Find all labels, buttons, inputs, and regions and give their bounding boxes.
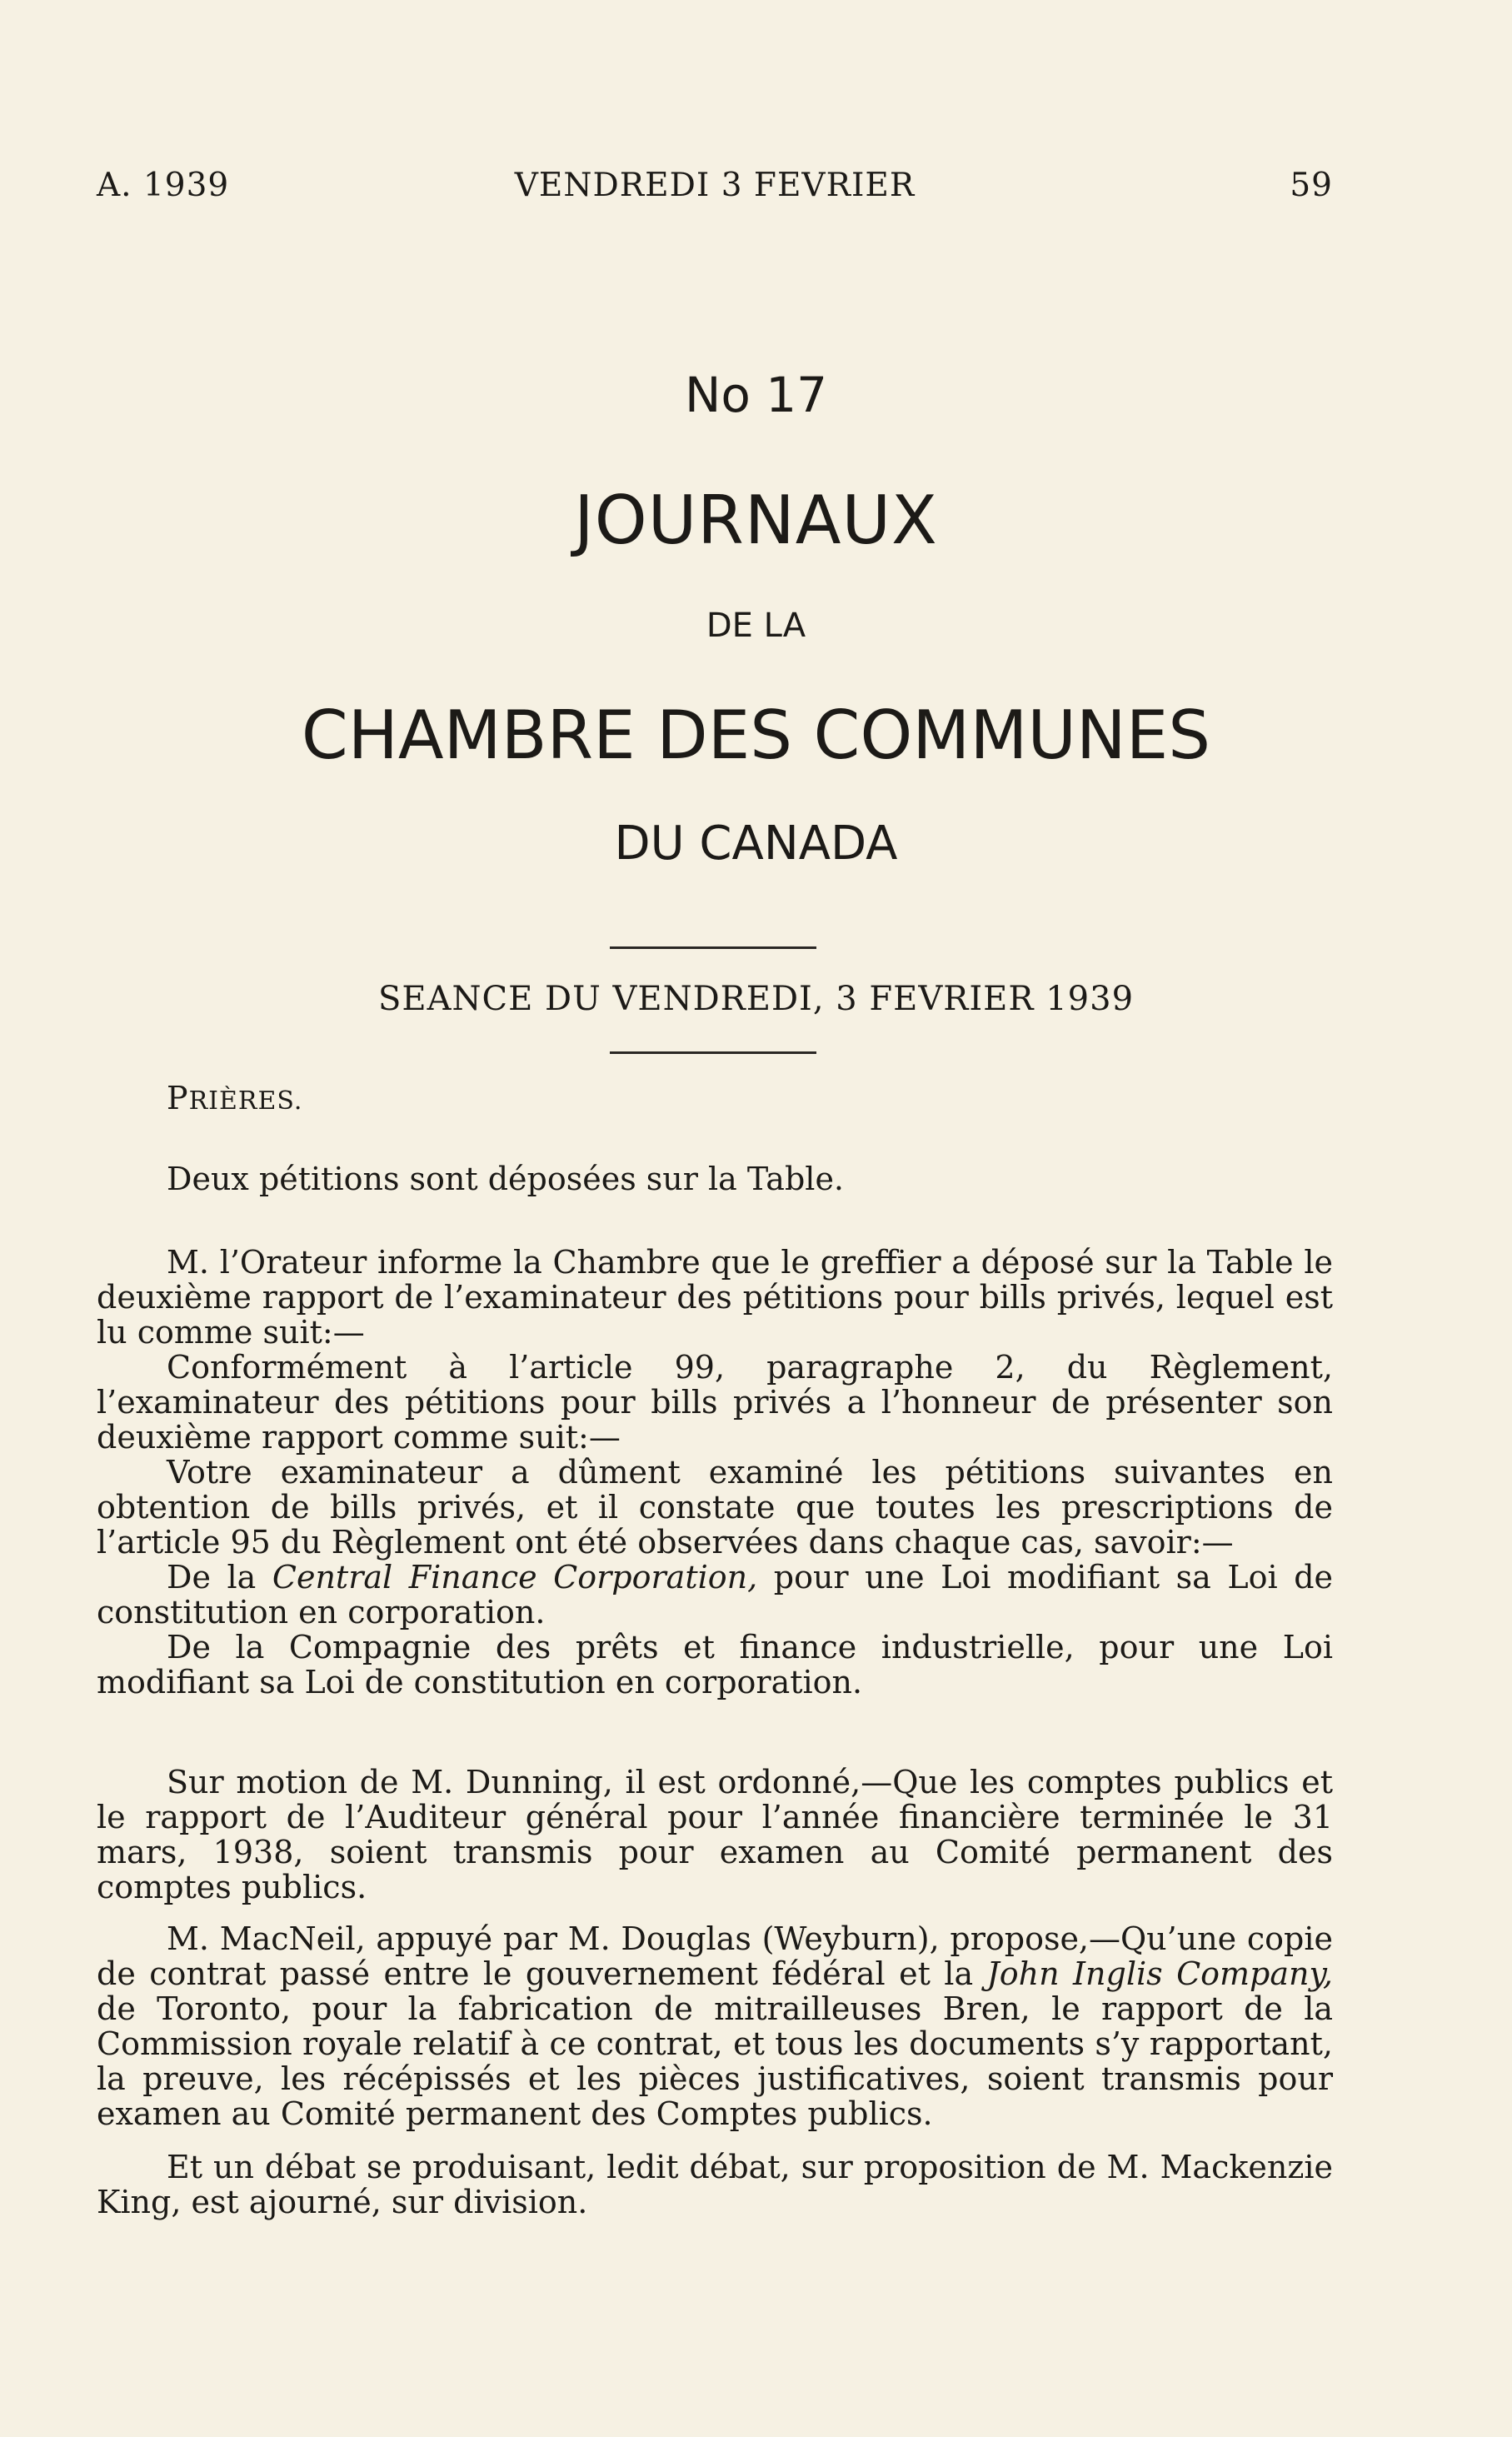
divider-top [610, 946, 816, 949]
prayers-rest: RIÈRES. [188, 1086, 303, 1116]
prayers-heading [167, 1080, 302, 1116]
section-debate [97, 2150, 1333, 2220]
section-dunning-motion [97, 1765, 1333, 1905]
macneil-prefix: M. MacNeil, appuyé par M. Douglas (Weyburn), propose,—Qu’une copie de contrat passé entre le gouvernement fédéral et la [97, 1920, 1333, 1992]
macneil-suffix: de Toronto, pour la fabrication de mitrailleuses Bren, le rapport de la Commission royale relatif à ce contrat, et tous les documents s’y rapportant, la preuve, les récépissés et les pièces justificatives, soient transmis pour examen au Comité permanent des Comptes publics. [97, 1990, 1333, 2132]
paragraph-votre-examinateur: Votre examinateur a dûment examiné les pétitions suivantes en obtention de bills privés, et il constate que toutes les prescriptions de l’article 95 du Règlement ont été observées dans chaque cas, savoir:— [97, 1454, 1333, 1561]
page-number: 59 [1290, 167, 1333, 204]
section-examiner-report [97, 1245, 1333, 1700]
central-suffix: pour une Loi modifiant sa Loi de constitution en corporation. [97, 1559, 1334, 1630]
paragraph-macneil [97, 1921, 1333, 2131]
prayers-initial: P [167, 1080, 189, 1116]
chamber-name: CHAMBRE DES COMMUNES [301, 697, 1211, 774]
country-name: DU CANADA [614, 816, 898, 871]
issue-number: No 17 [684, 367, 828, 423]
section-petitions [97, 1161, 1333, 1196]
paragraph-dunning: Sur motion de M. Dunning, il est ordonné,—Que les comptes publics et le rapport de l’Auditeur général pour l’année financière terminée le 31 mars, 1938, soient transmis pour examen au Comité permanent des comptes publics. [97, 1764, 1333, 1905]
paragraph-debat: Et un débat se produisant, ledit débat, sur proposition de M. Mackenzie King, est ajourné, sur division. [97, 2149, 1333, 2220]
title-connector: DE LA [706, 607, 806, 645]
paragraph-conformement: Conformément à l’article 99, paragraphe 2, du Règlement, l’examinateur des pétitions pour bills privés a l’honneur de présenter son deuxième rapport comme suit:— [97, 1349, 1333, 1456]
paragraph-speaker: M. l’Orateur informe la Chambre que le greffier a déposé sur la Table le deuxième rapport de l’examinateur des pétitions pour bills privés, lequel est lu comme suit:— [97, 1244, 1333, 1351]
sitting-title: SEANCE DU VENDREDI, 3 FEVRIER 1939 [377, 980, 1135, 1018]
header-date: VENDREDI 3 FEVRIER [514, 167, 916, 204]
journal-title: JOURNAUX [574, 482, 938, 559]
paragraph-central-finance [97, 1560, 1333, 1630]
central-company-name: Central Finance Corporation, [272, 1559, 758, 1596]
paragraph-compagnie: De la Compagnie des prêts et finance industrielle, pour une Loi modifiant sa Loi de constitution en corporation. [97, 1629, 1333, 1700]
central-prefix: De la [167, 1559, 272, 1596]
divider-bottom [610, 1051, 816, 1054]
section-macneil-motion [97, 1921, 1333, 2131]
macneil-company-name: John Inglis Company, [986, 1955, 1334, 1992]
paragraph-petitions: Deux pétitions sont déposées sur la Table. [167, 1161, 845, 1197]
running-header [97, 167, 1333, 217]
header-year: A. 1939 [97, 167, 230, 204]
